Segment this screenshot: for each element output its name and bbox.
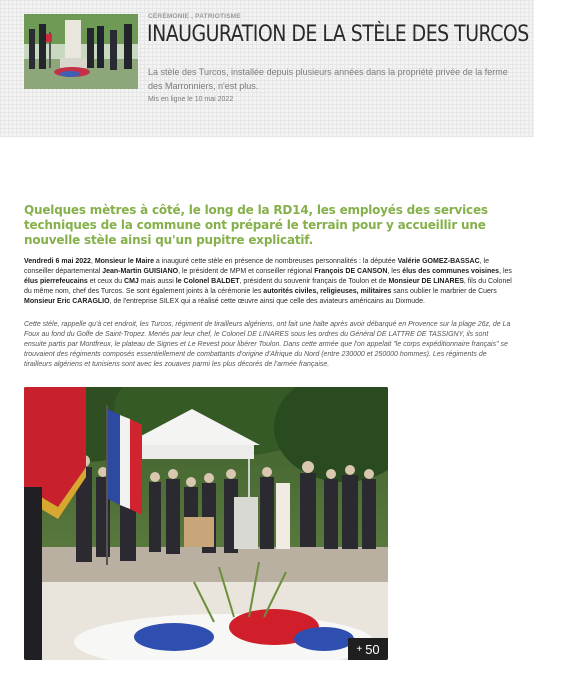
ceremony-thumbnail-illustration (24, 14, 138, 89)
article-summary: La stèle des Turcos, installée depuis plusieurs années dans la propriété privée de la ferme des Marronniers, n'est plus. (148, 67, 508, 91)
paragraph-text: a inauguré cette stèle en présence de nombreuses personnalités : la députée (153, 258, 398, 265)
highlighted-name: Jean-Martin GUISIANO (102, 268, 179, 275)
highlighted-name: autorités civiles, religieuses, militaires (263, 288, 392, 295)
highlighted-name: Monsieur DE LINARES (388, 278, 464, 285)
paragraph-text: , président du souvenir français de Toulon et de (239, 278, 389, 285)
paragraph-text: , le président de MPM et conseiller régional (178, 268, 315, 275)
paragraph-text: , (90, 258, 95, 265)
article-paragraph-main (24, 257, 512, 307)
paragraph-text: sans oublier le marbrier de Cuers (391, 288, 497, 295)
highlighted-name: le Colonel BALDET (175, 278, 240, 285)
paragraph-text: , fils du Colonel du même nom, chef des Turcos. Se sont également joints à la cérémonie les (24, 278, 512, 295)
article-paragraph-history: Cette stèle, rappelle qu'à cet endroit, les Turcos, régiment de tirailleurs algériens, ont fait une halte après avoir débarqué en Provence sur la plage 26z, de La Foux au fond du Golfe de Saint-Tropez. Menés par leur chef, le Colonel DE LINARES sous les ordres du Général DE LATTRE DE TASSIGNY, ils sont ensuite partis par Montfreux, le plateau de Signes et Le Revest pour libérer Toulon. Dans cette armée que l'on appelait "le corps expéditionnaire français" se trouvaient des régiments composés essentiellement de combattants d'origine d'Afrique du Nord (entre 230000 et 250000 hommes). Les régiments de tirailleurs algériens et tunisiens sont avec les zouaves parmi les plus décorés de l'armée française. (24, 321, 511, 368)
highlighted-name: Monsieur le Maire (94, 258, 154, 265)
plus-icon: + (356, 643, 363, 655)
gallery-more-count: 50 (365, 641, 380, 657)
publish-date: Mis en ligne le 10 mai 2022 (148, 96, 234, 103)
page-title: INAUGURATION DE LA STÈLE DES TURCOS (147, 22, 529, 47)
highlighted-name: CMJ (124, 278, 139, 285)
thumbnail-image[interactable] (24, 14, 138, 89)
gallery-main-photo[interactable] (24, 387, 388, 660)
highlighted-name: François DE CANSON (314, 268, 388, 275)
paragraph-text: et ceux du (87, 278, 125, 285)
article-header (0, 0, 534, 137)
article-lead: Quelques mètres à côté, le long de la RD14, les employés des services techniques de la commune ont préparé le terrain pour y accueillir une nouvelle stèle ainsi qu'un pupitre explicatif. (24, 203, 488, 247)
highlighted-name: Monsieur Eric CARAGLIO (24, 298, 110, 305)
paragraph-text: , les (499, 268, 512, 275)
highlighted-name: élus des communes voisines (402, 268, 500, 275)
article-category[interactable]: CÉRÉMONIE , PATRIOTISME (148, 13, 241, 20)
highlighted-name: Valérie GOMEZ-BASSAC (397, 258, 480, 265)
paragraph-text: , de l'entreprise SILEX qui a réalisé cette œuvre ainsi que celle des aviateurs américains au Dixmude. (109, 298, 425, 305)
paragraph-text: , les (387, 268, 403, 275)
paragraph-text: , le conseiller départemental (24, 258, 489, 275)
highlighted-name: Vendredi 6 mai 2022 (24, 258, 91, 265)
gallery-more-badge[interactable] (348, 638, 388, 660)
paragraph-text: mais aussi (138, 278, 176, 285)
ceremony-photo-illustration (24, 387, 388, 660)
highlighted-name: élus pierrefeucains (24, 278, 88, 285)
